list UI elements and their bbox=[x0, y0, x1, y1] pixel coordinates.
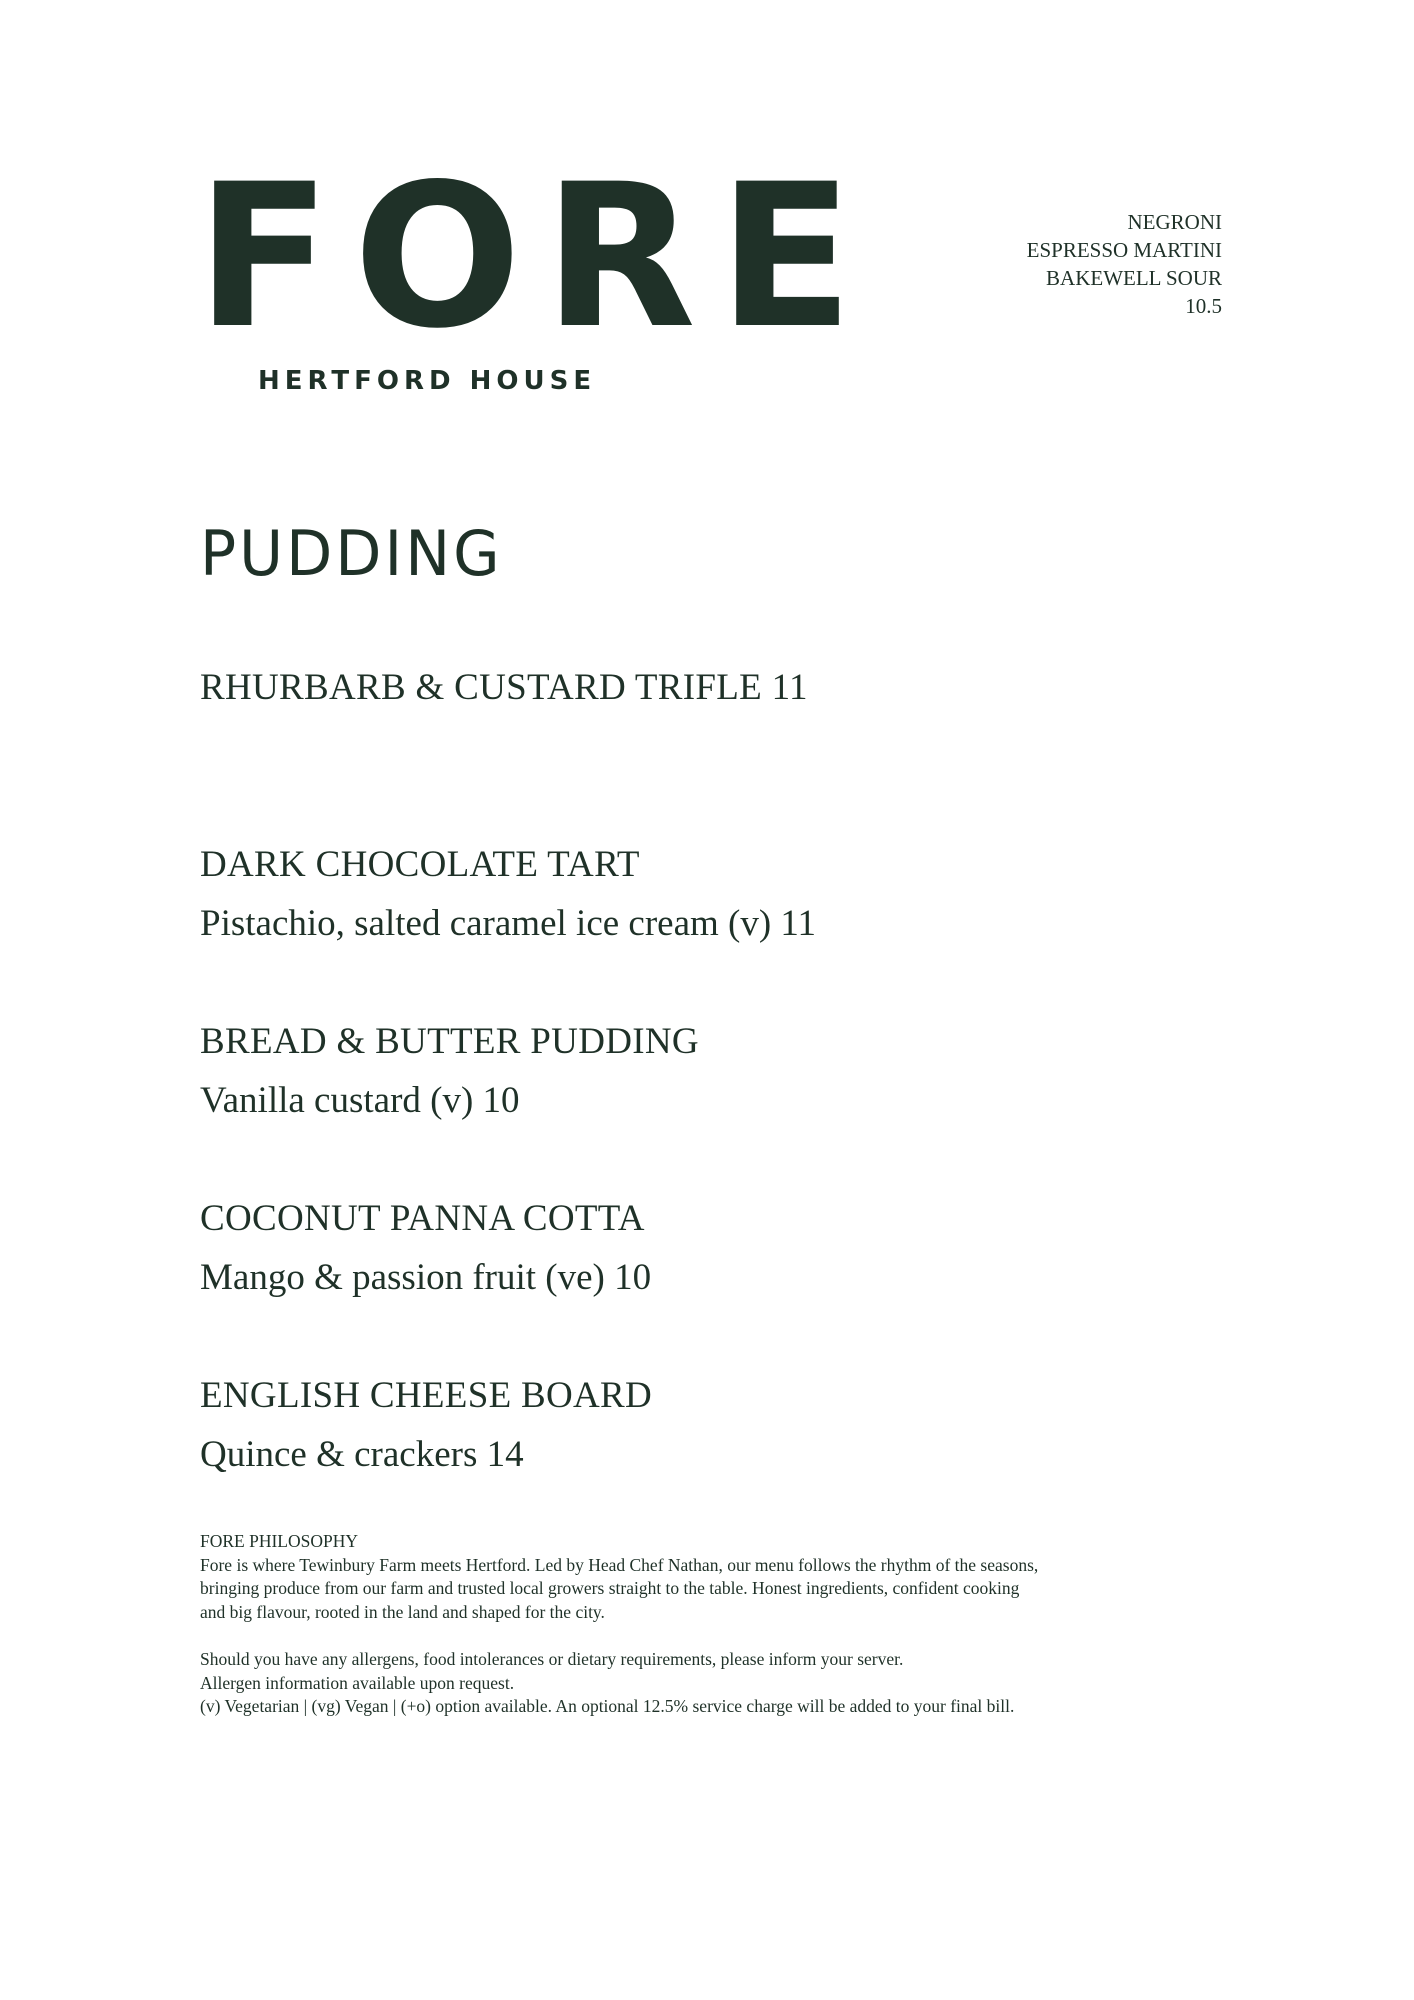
menu-item-name: BREAD & BUTTER PUDDING bbox=[200, 1021, 699, 1062]
section-title: PUDDING bbox=[200, 518, 503, 591]
philosophy-text: bringing produce from our farm and trusted local growers straight to the table. Honest ingredients, confident cooking bbox=[200, 1578, 1020, 1598]
philosophy-text: Fore is where Tewinbury Farm meets Hertford. Led by Head Chef Nathan, our menu follows the rhythm of the seasons, bbox=[200, 1554, 1039, 1575]
logo-text: FORE bbox=[196, 141, 876, 372]
menu-item bbox=[200, 664, 1220, 841]
allergen-notice: Should you have any allergens, food intolerances or dietary requirements, please inform your server. bbox=[200, 1649, 904, 1669]
menu-item bbox=[200, 1195, 1220, 1372]
footer-notes bbox=[200, 1530, 1210, 1719]
brand-block bbox=[196, 141, 876, 396]
cocktail-list bbox=[1027, 208, 1222, 320]
cocktail-item: ESPRESSO MARTINI bbox=[1026, 238, 1222, 262]
menu-item-description: Vanilla custard (v) 10 bbox=[200, 1080, 520, 1121]
menu-item-name: DARK CHOCOLATE TART bbox=[200, 844, 640, 885]
allergen-notice: Allergen information available upon request. bbox=[200, 1672, 515, 1693]
menu-item bbox=[200, 1018, 1220, 1195]
footer-spacer bbox=[200, 1624, 1210, 1648]
menu-item-description: Mango & passion fruit (ve) 10 bbox=[200, 1257, 652, 1298]
dietary-key: (v) Vegetarian | (vg) Vegan | (+o) option available. An optional 12.5% service charge will be added to your final bill. bbox=[200, 1696, 1015, 1716]
menu-item-name: RHURBARB & CUSTARD TRIFLE 11 bbox=[200, 667, 808, 708]
cocktail-item: NEGRONI bbox=[1127, 210, 1222, 234]
philosophy-text: and big flavour, rooted in the land and shaped for the city. bbox=[200, 1601, 605, 1622]
philosophy-title: FORE PHILOSOPHY bbox=[200, 1531, 359, 1551]
menu-item bbox=[200, 1372, 1220, 1549]
dessert-menu bbox=[200, 664, 1220, 1549]
menu-item-name: COCONUT PANNA COTTA bbox=[200, 1198, 645, 1239]
cocktail-price: 10.5 bbox=[1185, 294, 1222, 318]
menu-item bbox=[200, 841, 1220, 1018]
fore-logo bbox=[196, 141, 876, 372]
menu-item-description: Quince & crackers 14 bbox=[200, 1434, 524, 1475]
menu-item-name: ENGLISH CHEESE BOARD bbox=[200, 1375, 653, 1416]
restaurant-subtitle: HERTFORD HOUSE bbox=[258, 366, 597, 396]
cocktail-item: BAKEWELL SOUR bbox=[1046, 266, 1222, 290]
menu-item-description: Pistachio, salted caramel ice cream (v) 11 bbox=[200, 903, 817, 944]
